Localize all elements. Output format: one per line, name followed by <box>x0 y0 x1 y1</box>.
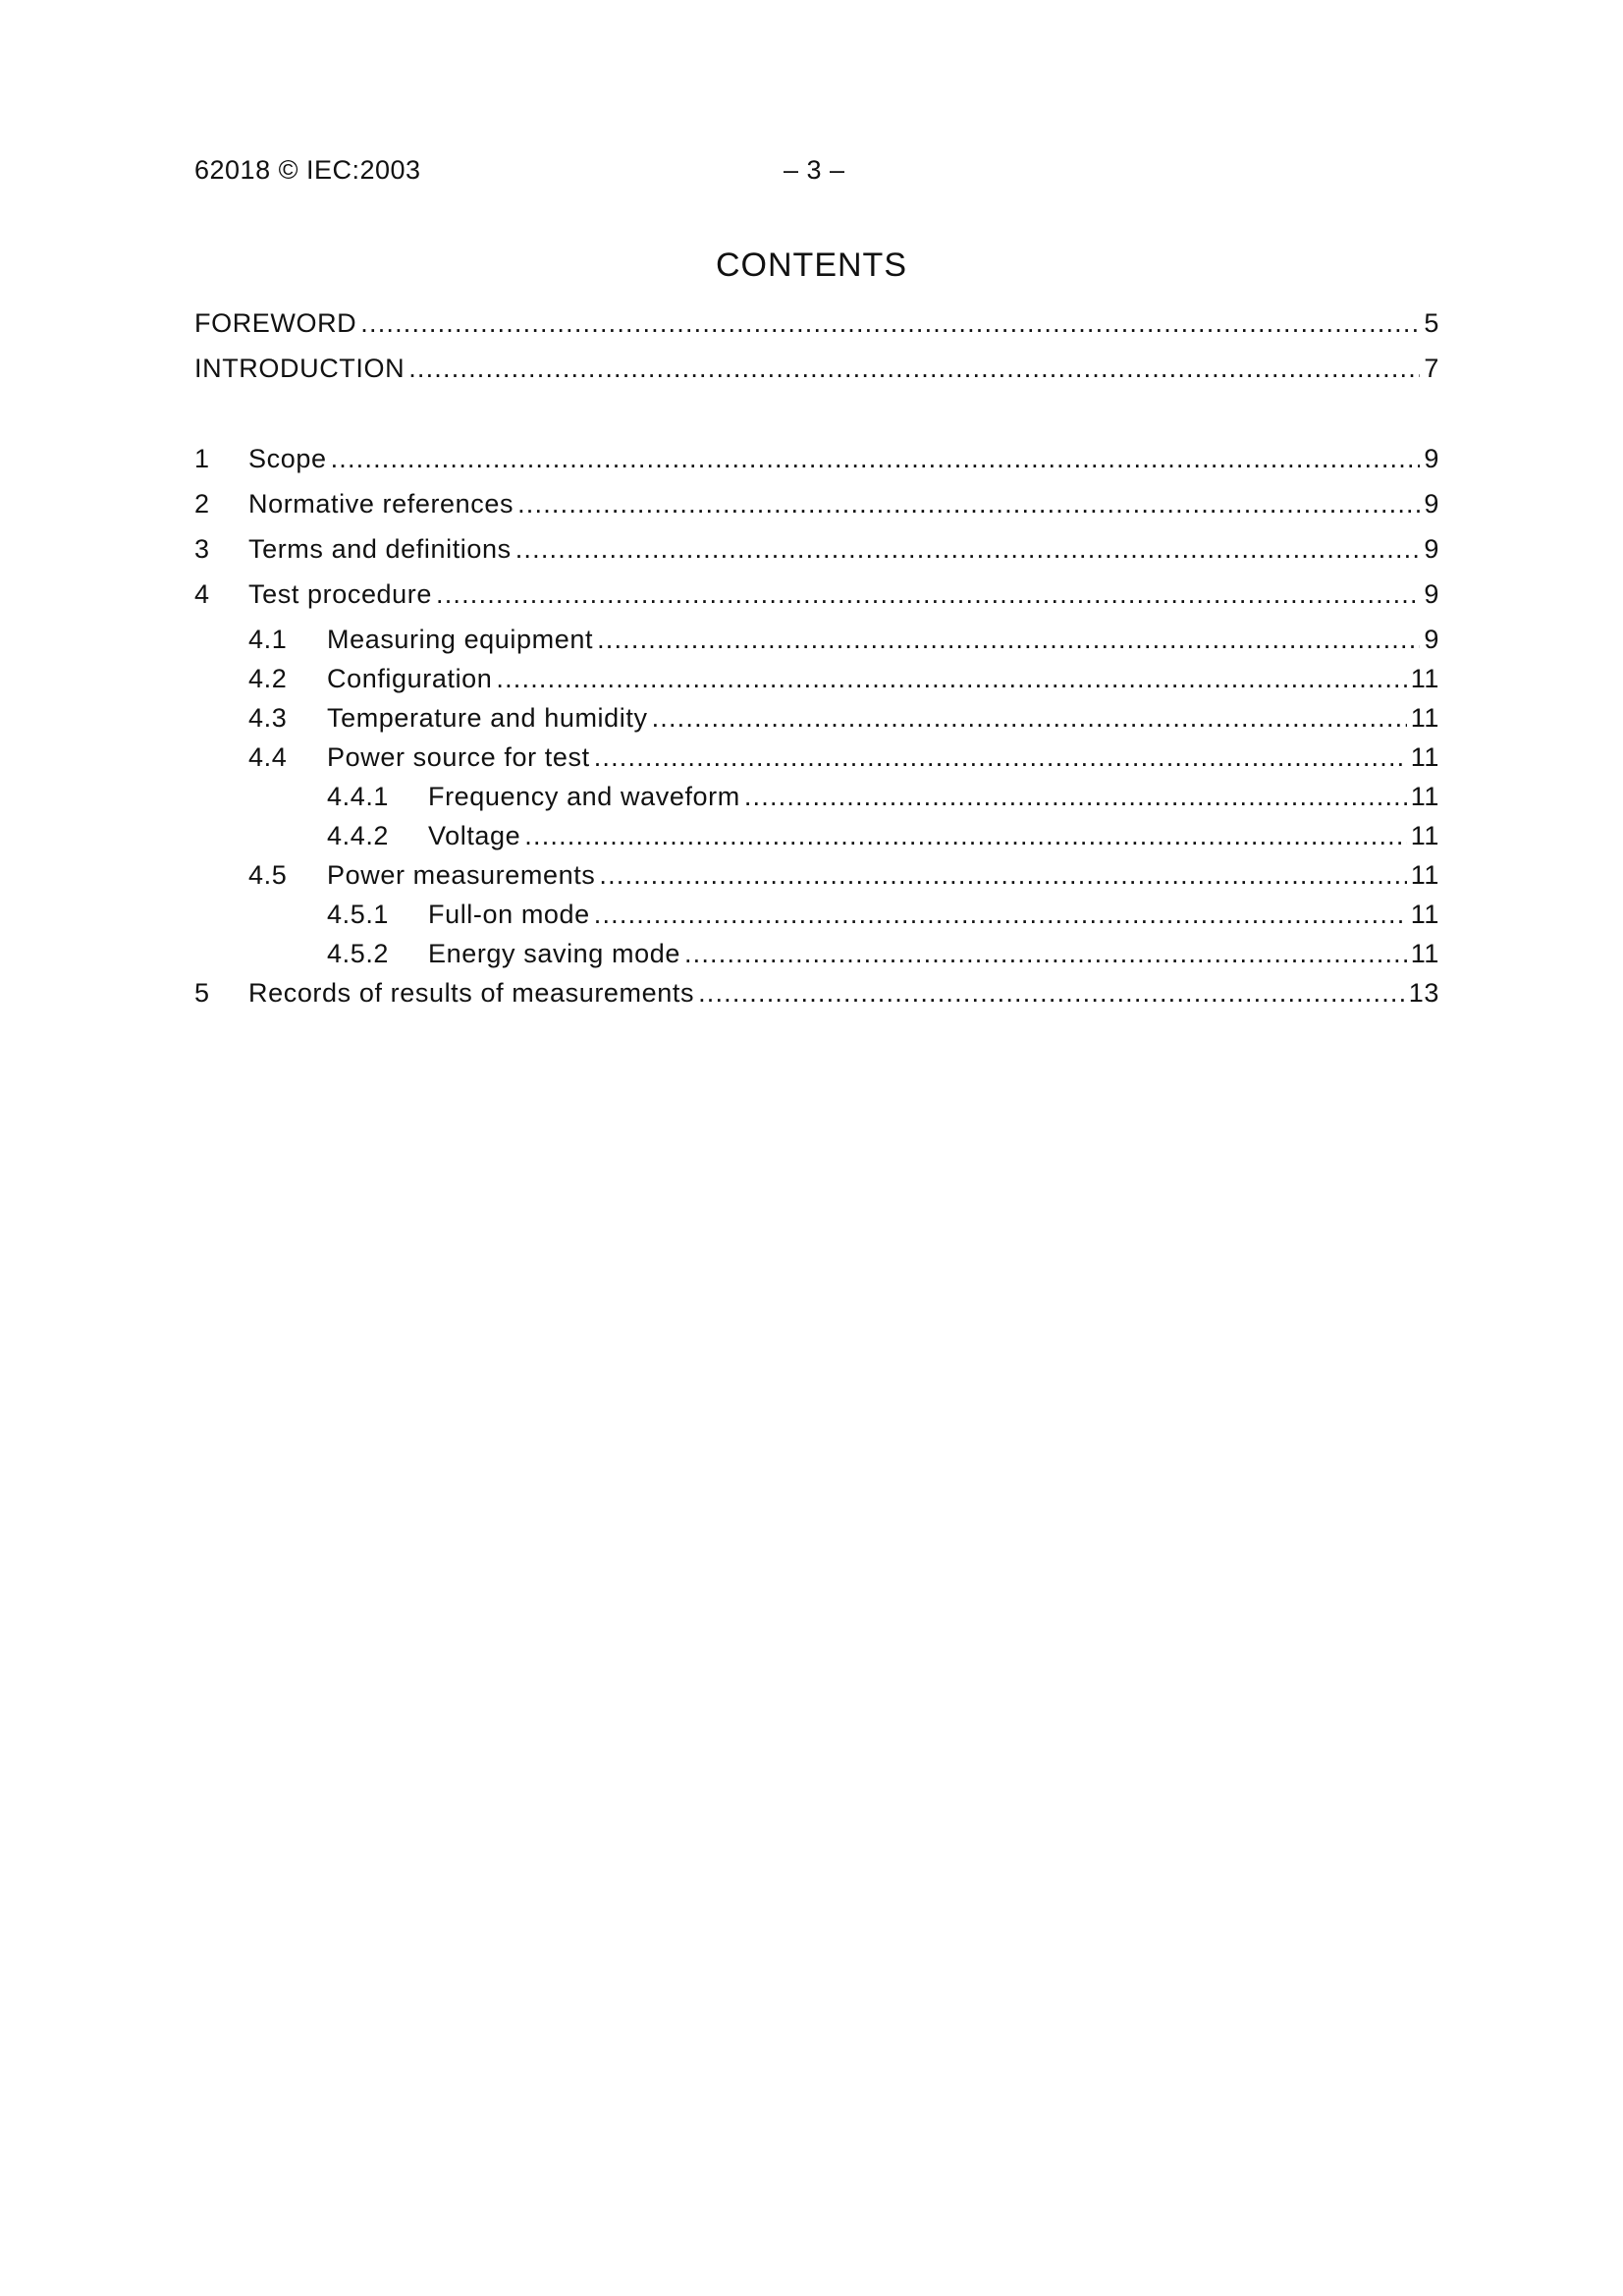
toc-entry-number: 4.5 <box>248 860 288 890</box>
page-number: – 3 – <box>784 155 845 185</box>
toc-entry-number: 5 <box>194 978 210 1008</box>
toc-entry-title: Normative references <box>248 489 514 519</box>
toc-entry-scope[interactable] <box>194 444 1439 479</box>
toc-entry-title: Test procedure <box>248 579 432 609</box>
toc-entry-page: 9 <box>1424 489 1439 519</box>
toc-leader-dots <box>517 489 1420 519</box>
contents-title: CONTENTS <box>716 246 907 284</box>
toc-entry-power-measurements[interactable] <box>194 860 1439 896</box>
toc-entry-page: 9 <box>1424 625 1439 654</box>
toc-entry-number: 4.2 <box>248 664 288 693</box>
toc-leader-dots <box>698 978 1405 1009</box>
toc-leader-dots <box>360 308 1420 339</box>
toc-entry-page: 7 <box>1424 354 1439 383</box>
toc-entry-page: 11 <box>1410 860 1439 890</box>
toc-leader-dots <box>331 444 1421 474</box>
toc-leader-dots <box>599 860 1406 891</box>
toc-entry-temperature-and-humidity[interactable] <box>194 703 1439 738</box>
toc-entry-number: 4.1 <box>248 625 288 654</box>
toc-entry-title: Temperature and humidity <box>327 703 648 733</box>
toc-leader-dots <box>597 625 1420 655</box>
document-id: 62018 © IEC:2003 <box>194 155 421 185</box>
toc-entry-number: 4.5.2 <box>327 939 390 968</box>
toc-entry-page: 11 <box>1410 782 1439 811</box>
toc-entry-introduction[interactable] <box>194 354 1439 389</box>
toc-leader-dots <box>594 900 1407 930</box>
toc-entry-page: 9 <box>1424 534 1439 564</box>
toc-entry-configuration[interactable] <box>194 664 1439 699</box>
toc-entry-number: 4 <box>194 579 210 609</box>
toc-entry-page: 5 <box>1424 308 1439 338</box>
toc-entry-page: 9 <box>1424 579 1439 609</box>
toc-leader-dots <box>515 534 1421 565</box>
toc-entry-page: 11 <box>1410 821 1439 850</box>
toc-entry-number: 3 <box>194 534 210 564</box>
toc-entry-frequency-and-waveform[interactable] <box>194 782 1439 817</box>
toc-entry-title: FOREWORD <box>194 308 357 338</box>
toc-entry-title: Configuration <box>327 664 493 693</box>
toc-leader-dots <box>496 664 1406 694</box>
toc-entry-title: Frequency and waveform <box>428 782 740 811</box>
toc-entry-page: 11 <box>1410 742 1439 772</box>
toc-entry-normative-references[interactable] <box>194 489 1439 524</box>
toc-entry-foreword[interactable] <box>194 308 1439 344</box>
page-header <box>194 155 1439 191</box>
toc-entry-number: 4.3 <box>248 703 288 733</box>
toc-entry-full-on-mode[interactable] <box>194 900 1439 935</box>
toc-leader-dots <box>436 579 1420 610</box>
toc-entry-voltage[interactable] <box>194 821 1439 856</box>
toc-entry-test-procedure[interactable] <box>194 579 1439 615</box>
toc-entry-title: INTRODUCTION <box>194 354 406 383</box>
toc-entry-number: 4.5.1 <box>327 900 390 929</box>
toc-entry-page: 9 <box>1424 444 1439 473</box>
toc-leader-dots <box>684 939 1407 969</box>
toc-entry-energy-saving-mode[interactable] <box>194 939 1439 974</box>
toc-entry-measuring-equipment[interactable] <box>194 625 1439 660</box>
toc-entry-number: 2 <box>194 489 210 519</box>
toc-entry-title: Terms and definitions <box>248 534 512 564</box>
toc-entry-page: 11 <box>1410 703 1439 733</box>
toc-leader-dots <box>594 742 1407 773</box>
toc-entry-title: Records of results of measurements <box>248 978 695 1008</box>
toc-entry-page: 11 <box>1410 664 1439 693</box>
toc-entry-page: 11 <box>1410 900 1439 929</box>
toc-entry-records-of-results[interactable] <box>194 978 1439 1013</box>
toc-entry-number: 4.4.2 <box>327 821 390 850</box>
toc-entry-title: Voltage <box>428 821 521 850</box>
toc-entry-title: Power source for test <box>327 742 590 772</box>
toc-entry-title: Measuring equipment <box>327 625 594 654</box>
toc-entry-terms-and-definitions[interactable] <box>194 534 1439 570</box>
toc-entry-title: Energy saving mode <box>428 939 680 968</box>
toc-entry-number: 4.4 <box>248 742 288 772</box>
toc-entry-title: Power measurements <box>327 860 596 890</box>
toc-entry-title: Scope <box>248 444 327 473</box>
toc-leader-dots <box>744 782 1407 812</box>
toc-entry-title: Full-on mode <box>428 900 590 929</box>
toc-entry-number: 1 <box>194 444 210 473</box>
toc-entry-power-source-for-test[interactable] <box>194 742 1439 778</box>
toc-entry-page: 11 <box>1410 939 1439 968</box>
toc-entry-page: 13 <box>1408 978 1439 1008</box>
toc-leader-dots <box>652 703 1407 734</box>
toc-leader-dots <box>408 354 1420 384</box>
toc-leader-dots <box>524 821 1406 851</box>
toc-entry-number: 4.4.1 <box>327 782 390 811</box>
